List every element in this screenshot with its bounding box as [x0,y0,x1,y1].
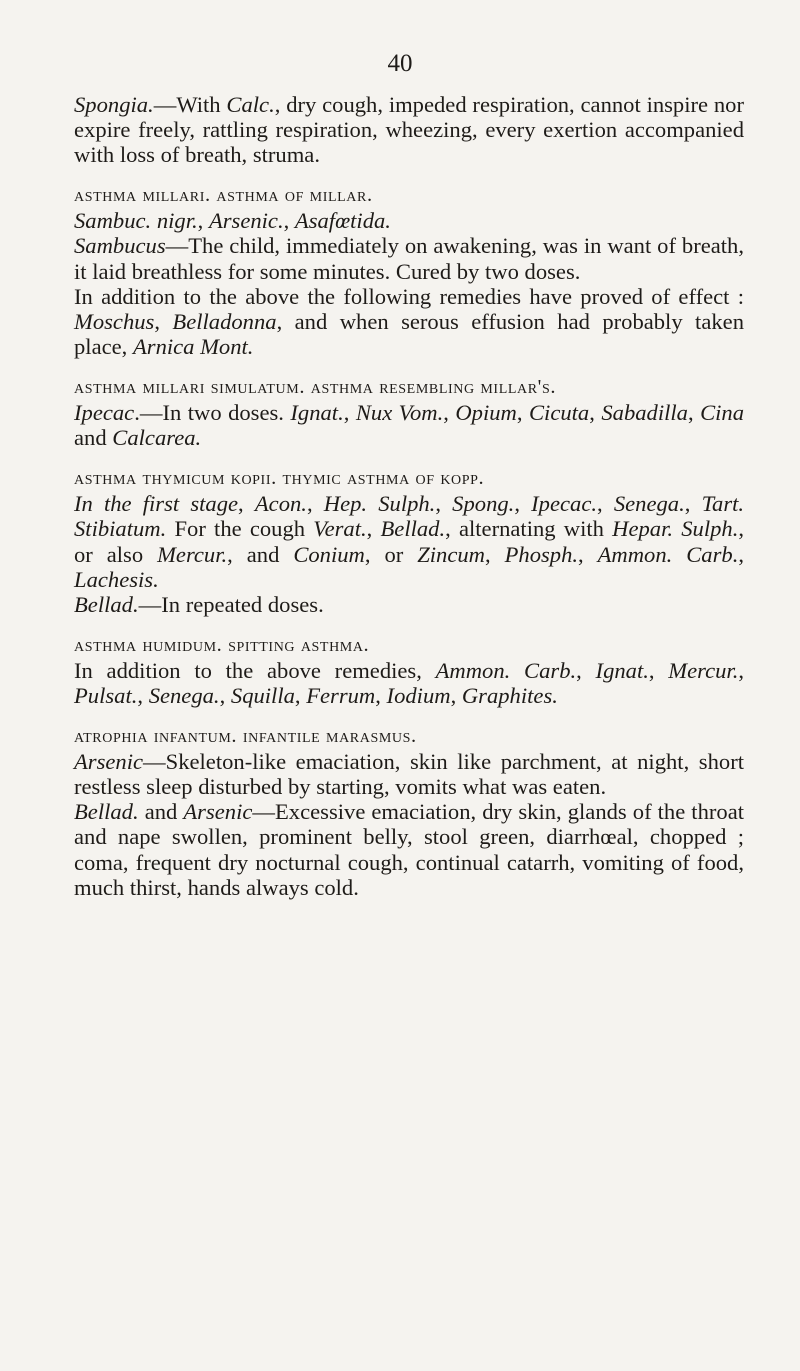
text-run: , [738,657,745,683]
text-run: , [450,682,462,708]
text-run: , or also [74,516,745,567]
text-run: , [684,491,702,517]
remedy-name: Arsenic [74,749,144,775]
remedy-name: Calcarea. [112,425,202,451]
section-heading [74,375,744,400]
remedy-name: Cina [700,400,745,426]
text-run: asthma millari simulatum. asthma resembling millar's. [74,375,557,398]
remedy-name: Verat. [313,516,367,542]
text-run: , and [227,541,294,567]
paragraph [74,749,744,799]
text-run: atrophia infantum. infantile marasmus. [74,725,417,748]
text-run: asthma millari. asthma of millar. [74,184,373,207]
remedy-name: Graphites. [461,682,558,708]
remedy-name: Iodium [386,682,451,708]
text-run: , [375,682,387,708]
remedy-name: Bellad. [380,516,446,542]
text-run: , [589,400,602,426]
paragraph [74,592,744,617]
text-run: —Skeleton-like emaciation, skin like parchment, at night, short restless sleep disturbed by starting, vomits what was eaten. [74,749,744,800]
remedy-name: Sambuc. nigr. [74,208,198,234]
text-run: , [283,208,295,234]
remedy-name: Belladonna [172,308,277,334]
remedy-name: Ipecac. [531,491,597,517]
text-run: , alternating with [445,516,613,542]
text-run: In addition to the above remedies, [74,657,436,683]
text-run: , [443,400,456,426]
text-run: , [687,400,701,426]
text-run: , [306,491,324,517]
text-run: , or [364,541,418,567]
remedy-name: Ferrum [306,682,376,708]
remedy-name: Spong. [452,491,515,517]
text-run: and [74,425,113,451]
text-run: , and when serous effusion had probably taken place, [74,308,744,359]
remedy-name: Squilla [230,682,295,708]
paragraph [74,658,744,708]
text-run: , [485,541,505,567]
text-run: , [435,491,453,517]
remedy-name: Nux Vom. [355,400,444,426]
text-run: , [578,541,598,567]
paragraph [74,491,744,591]
text-run: asthma thymicum kopii. thymic asthma of kopp. [74,467,485,490]
section-heading [74,466,744,491]
paragraph [74,208,744,233]
section-heading [74,724,744,749]
text-run: For the cough [166,516,314,542]
section-heading [74,183,744,208]
remedy-name: Conium [293,541,365,567]
remedy-name: Senega. [613,491,685,517]
text-run: and [138,799,184,825]
text-column [74,92,744,900]
remedy-name: Hepar. Sulph. [612,516,739,542]
text-run: , [154,308,173,334]
text-run: , [648,657,669,683]
remedy-name: Hep. Sulph. [323,491,436,517]
text-run: , [597,491,614,517]
remedy-name: Asafœtida. [294,208,391,234]
text-run: , [576,657,596,683]
remedy-name: Arnica Mont. [132,333,254,359]
paragraph [74,92,744,167]
text-run: asthma humidum. spitting asthma. [74,633,370,656]
text-run: , [238,491,255,517]
text-run: , [294,682,307,708]
remedy-name: Ammon. Carb. [597,541,739,567]
remedy-name: Mercur. [157,541,228,567]
remedy-name: Arsenic [183,799,253,825]
text-run: —With [153,92,227,117]
section-heading [74,633,744,658]
text-run: —Excessive emaciation, dry skin, glands of the throat and nape swollen, prominent belly, stool green, diarrhœal, chopped ; coma, frequent dry nocturnal cough, continual catarrh, vomiting of food, much thirst, hands always cold. [74,799,745,900]
remedy-name: Ammon. Carb. [435,657,577,683]
remedy-name: Phosph. [504,541,579,567]
remedy-name: Ignat. [290,400,344,426]
paragraph [74,400,744,450]
text-run: , [219,682,231,708]
text-run: , [514,491,532,517]
remedy-name: Ipecac [74,400,135,426]
remedy-name: Moschus [74,308,155,334]
paragraph [74,799,744,899]
remedy-name: Bellad. [74,799,139,825]
remedy-name: Cicuta [528,400,590,426]
remedy-name: Sambucus [74,233,166,259]
remedy-name: In the first stage [74,491,239,517]
remedy-name: Acon. [254,491,307,517]
text-run: In addition to the above the following remedies have proved of effect : [74,283,744,309]
text-run: , [366,516,381,542]
text-run: .—In two doses. [134,400,291,426]
page-number: 40 [387,50,413,77]
paragraph [74,233,744,283]
text-run: , [738,541,744,567]
remedy-name: Tart. Stibiatum. [74,491,745,542]
remedy-name: Opium [455,400,517,426]
remedy-name: Lachesis. [74,566,159,592]
paragraph [74,284,744,359]
remedy-name: Zincum [417,541,485,567]
remedy-name: Senega. [148,682,220,708]
remedy-name: Spongia. [74,92,154,117]
text-run: , [516,400,529,426]
text-run: , dry cough, impeded respiration, cannot inspire nor expire freely, rattling respiration, wheezing, every exertion accompanied with loss of breath, struma. [74,92,744,168]
remedy-name: Arsenic. [208,208,284,234]
remedy-name: Bellad. [74,591,139,617]
text-run: —The child, immediately on awakening, was in want of breath, it laid breathless for some minutes. Cured by two doses. [74,233,744,284]
remedy-name: Mercur. [668,657,739,683]
remedy-name: Calc. [226,92,275,117]
remedy-name: Pulsat. [74,682,138,708]
text-run: , [197,208,209,234]
text-run: , [137,682,149,708]
text-run: —In repeated doses. [138,591,324,617]
remedy-name: Sabadilla [601,400,688,426]
remedy-name: Ignat. [595,657,649,683]
text-run: , [343,400,356,426]
